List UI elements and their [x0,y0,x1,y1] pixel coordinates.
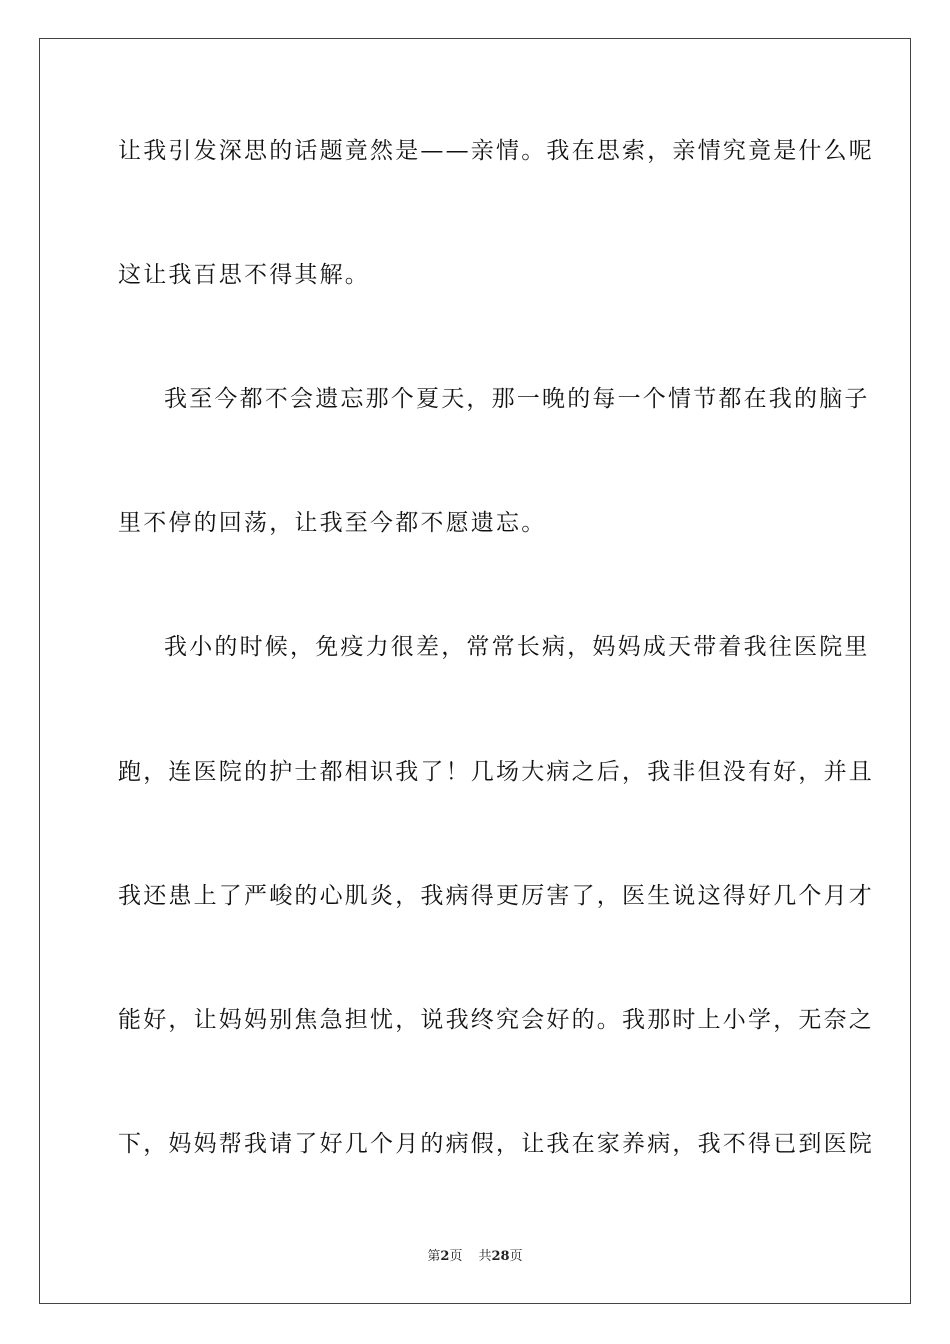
total-prefix: 共 [478,1249,492,1264]
page-number: 2 [440,1249,450,1264]
total-pages: 28 [491,1249,510,1264]
text-line-8: 能好，让妈妈别焦急担忧，说我终究会好的。我那时上小学，无奈之 [118,1007,874,1033]
page-footer [0,1248,950,1266]
page-border [39,38,911,1304]
text-line-9: 下，妈妈帮我请了好几个月的病假，让我在家养病，我不得已到医院 [118,1131,874,1157]
text-line-3: 我至今都不会遗忘那个夏天，那一晚的每一个情节都在我的脑子 [164,386,870,412]
text-line-4: 里不停的回荡，让我至今都不愿遗忘。 [118,510,547,536]
text-line-7: 我还患上了严峻的心肌炎，我病得更厉害了，医生说这得好几个月才 [118,883,874,909]
page-suffix: 页 [449,1249,463,1264]
text-line-1: 让我引发深思的话题竟然是——亲情。我在思索，亲情究竟是什么呢 [118,138,874,164]
page-prefix: 第 [427,1249,441,1264]
total-suffix: 页 [509,1249,523,1264]
text-line-6: 跑，连医院的护士都相识我了！几场大病之后，我非但没有好，并且 [118,759,874,785]
text-line-2: 这让我百思不得其解。 [118,262,370,288]
text-line-5: 我小的时候，免疫力很差，常常长病，妈妈成天带着我往医院里 [164,634,870,660]
